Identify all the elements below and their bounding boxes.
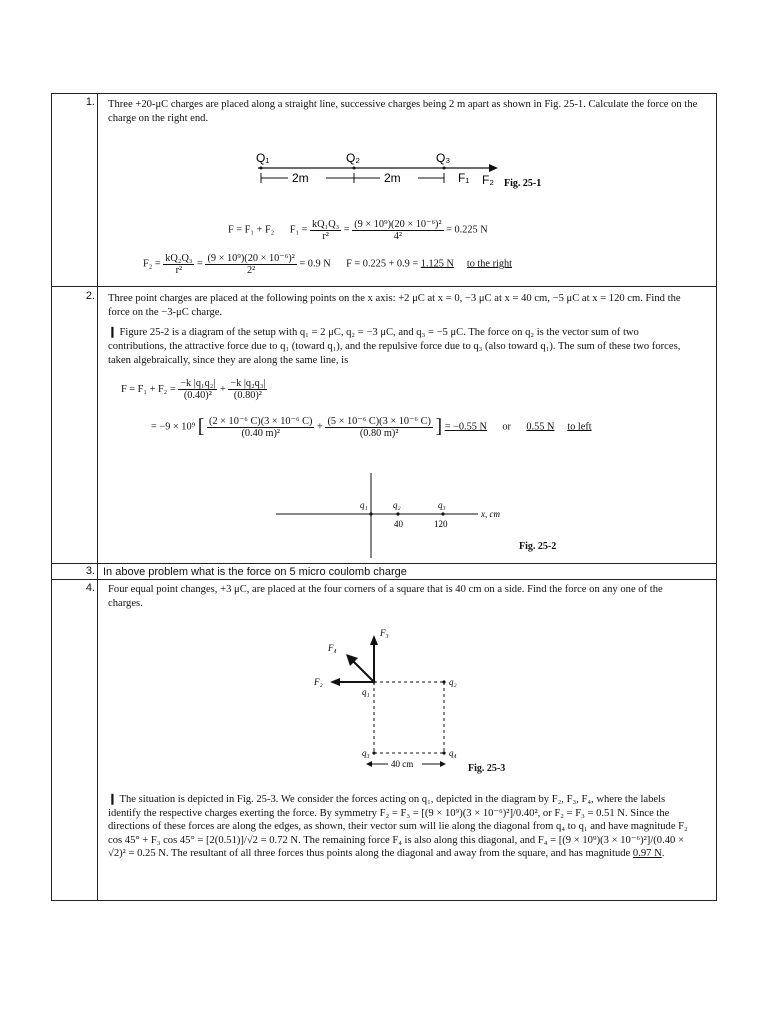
charge-label-q1: Q₁ [256,151,270,165]
eq-result: = 0.9 N [299,258,331,270]
eq-text: F = F₁ + F₂ [228,224,275,236]
force-label-f4: F₄ [328,643,337,653]
fraction: $\frac{\text{−k |q₁q₂|}}{\text{(0.40)²}}$ [180,378,216,401]
answer-value: = −0.55 N [444,421,487,433]
eq-text: or [502,421,511,433]
figure-caption: Fig. 25-2 [519,541,557,552]
figure-25-1 [246,148,566,198]
figure-25-3 [306,623,546,773]
answer-direction: to left [567,421,592,433]
solution-marker: ❙ [108,794,120,805]
eq-text: F₂ = [143,258,161,270]
answer-direction: to the right [466,258,513,270]
charge-label-q4: q₄ [449,748,457,758]
eq-text: F = F₁ + F₂ = [121,383,176,395]
problem-text: Three point charges are placed at the following points on the x axis: +2 μC at x = 0, −3 μC at x = 40 cm, −5 μC at x = 120 cm. Find the force on the −3-μC charge. [108,293,681,318]
column-divider [97,93,98,901]
fraction: $\frac{\text{(9 × 10⁹)(20 × 10⁻⁶)²}}{\text{4²}}$ [354,219,442,242]
charge-label-q3: q₃ [438,500,446,510]
charge-label-q2: q₂ [393,500,401,510]
eq-text: + [317,421,323,433]
problem-number: 4. [85,582,95,594]
fraction: $\frac{\text{kQ₁Q₃}}{\text{r²}}$ [312,218,340,242]
charge-label-q2: Q₂ [346,151,360,165]
fraction: $\frac{\text{(9 × 10⁹)(20 × 10⁻⁶)²}}{\text{2²}}$ [207,253,295,276]
figure-caption: Fig. 25-1 [504,178,542,189]
problem-table [51,93,717,901]
equation-line: F₂ = $\frac{\text{kQ₂Q₃}}{\text{r²}}$ = $\frac{\text{(9 × 10⁹)(20 × 10⁻⁶)²}}{\text{2²}}$ = 0.9 N F = 0.225 + 0.9 = 1.125 N to the right [143,252,513,276]
table-border-left [51,93,52,901]
side-length-label: 40 cm [391,759,414,769]
tick-label: 120 [434,519,448,529]
eq-text: F₁ = [289,224,308,236]
table-border-right [716,93,717,901]
fraction: $\frac{\text{kQ₂Q₃}}{\text{r²}}$ [165,252,193,276]
answer-value: 0.55 N [526,421,555,433]
row-divider [51,286,717,287]
problem-text: Three +20-μC charges are placed along a straight line, successive charges being 2 m apart as shown in Fig. 25-1. Calculate the force on the charge on the right end. [108,99,698,124]
force-label-f1: F₁ [458,171,470,185]
fraction: $\frac{\text{(5 × 10⁻⁶ C)(3 × 10⁻⁶ C)}}{\text{(0.80 m)²}}$ [327,416,431,439]
problem-number: 1. [85,96,95,108]
row-divider [51,563,717,564]
eq-text: = −9 × 10⁹ [151,421,196,433]
eq-text: . [661,848,665,859]
eq-text: F = 0.225 + 0.9 = [346,258,421,270]
fraction: $\frac{\text{(2 × 10⁻⁶ C)(3 × 10⁻⁶ C)}}{\text{(0.40 m)²}}$ [209,416,313,439]
equation-line: = −9 × 10⁹ [ $\frac{\text{(2 × 10⁻⁶ C)(3 × 10⁻⁶ C)}}{\text{(0.40 m)²}}$ + $\frac{\text{(5 × 10⁻⁶ C)(3 × 10⁻⁶ C)}}{\text{(0.80 m)²}}$ ] = −0.55 N or 0.55 N to left [151,415,592,439]
problem-text: Four equal point changes, +3 μC, are placed at the four corners of a square that is 40 cm on a side. Find the force on any one of the charges. [108,584,663,609]
table-border-bottom [51,900,717,901]
problem-number: 2. [85,290,95,302]
eq-text: + [219,383,226,395]
table-border-top [51,93,717,94]
force-label-f2: F₂ [314,677,323,687]
fraction: $\frac{\text{−k |q₂q₃|}}{\text{(0.80)²}}$ [230,378,266,401]
spacing-label: 2m [384,171,401,185]
charge-label-q1: q₁ [362,687,370,697]
charge-label-q1: q₁ [360,500,368,510]
solution-text [108,793,700,861]
row-divider [51,579,717,580]
solution-body: Figure 25-2 is a diagram of the setup with q₁ = 2 μC, q₂ = −3 μC, and q₃ = −5 μC. The force on q₂ is the vector sum of two contributions, the attractive force due to q₁ (toward q₁), and the repulsive force due to q₃ (also toward q₁). The sum of these two forces, taken algebraically, since they are along the same line, is [108,327,681,366]
solution-text [108,326,700,368]
charge-label-q3: q₃ [362,748,370,758]
problem-number: 3. [85,565,95,577]
tick-label: 40 [394,519,403,529]
equation-line: F = F₁ + F₂ F₁ = $\frac{\text{kQ₁Q₃}}{\text{r²}}$ = $\frac{\text{(9 × 10⁹)(20 × 10⁻⁶)²}}{\text{4²}}$ = 0.225 N [228,218,488,242]
spacing-label: 2m [292,171,309,185]
charge-label-q3: Q₃ [436,151,451,165]
eq-result: = 0.225 N [446,224,488,236]
axis-label: x, cm [481,509,500,519]
solution-marker: ❙ [108,327,120,338]
answer-value: 1.125 N [420,258,454,270]
solution-body: The situation is depicted in Fig. 25-3. We consider the forces acting on q₁, depicted in the diagram by F₂, F₃, F₄, where the labels identify the respective charges exerting the force. By symmetry F₂ = F₃ = [(9 × 10⁹)(3 × 10⁻⁶)²]/0.40², or F₂ = F₃ = 0.51 N. Since the directions of these forces are along the edges, as shown, their vector sum will lie along the diagonal from q₄ to q₁ and have magnitude F₂ cos 45° + F₃ cos 45° = [2(0.51)]/√2 = 0.72 N. The remaining force F₄ is also along this diagonal, and F₄ = [(9 × 10⁹)(3 × 10⁻⁶)²]/(0.40 × √2)² = 0.25 N. The resultant of all three forces thus points along the diagonal and away from the square, and has magnitude [108,794,688,859]
charge-label-q2: q₂ [449,677,457,687]
answer-value: 0.97 N [632,848,662,859]
figure-caption: Fig. 25-3 [468,763,506,774]
force-label-f2: F₂ [482,173,494,187]
force-label-f3: F₃ [380,628,389,638]
problem-text: In above problem what is the force on 5 micro coulomb charge [103,566,407,578]
equation-line [121,378,267,401]
